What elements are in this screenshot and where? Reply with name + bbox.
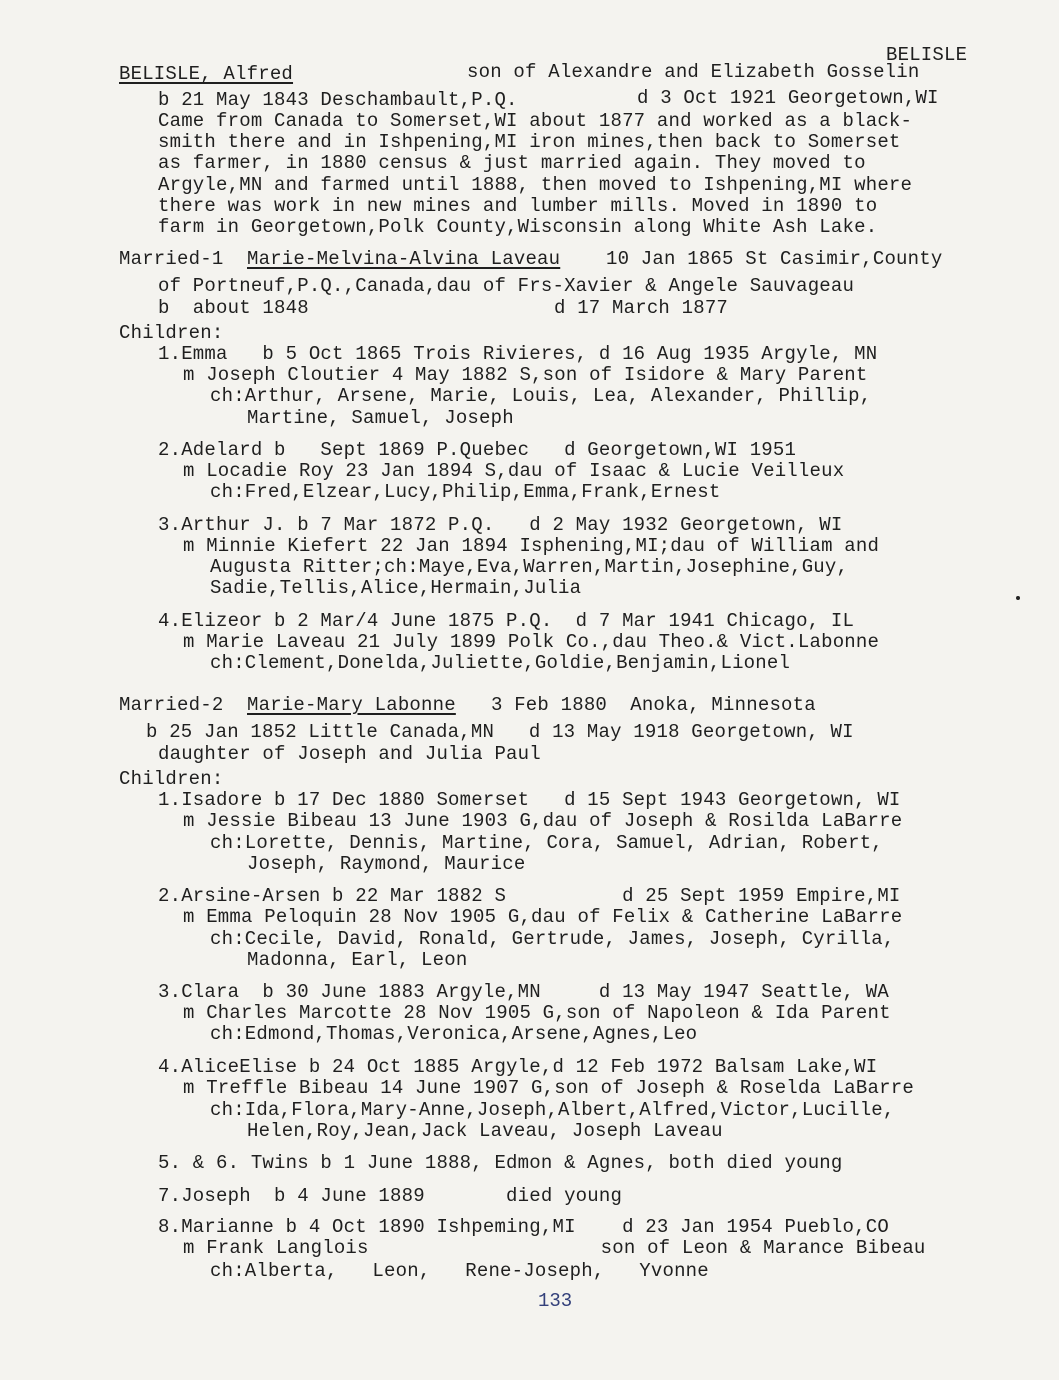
- child-line: ch:Ida,Flora,Mary-Anne,Joseph,Albert,Alfred,Victor,Lucille,: [210, 1099, 895, 1121]
- child-line: ch:Alberta, Leon, Rene-Joseph, Yvonne: [210, 1260, 709, 1282]
- subject-name: BELISLE, Alfred: [119, 63, 294, 85]
- marriage1-details: 10 Jan 1865 St Casimir,County: [606, 248, 943, 270]
- page-number: 133: [538, 1290, 573, 1312]
- children-label: Children:: [119, 768, 224, 790]
- marriage1-death: d 17 March 1877: [554, 297, 729, 319]
- child-line: ch:Edmond,Thomas,Veronica,Arsene,Agnes,Leo: [210, 1023, 698, 1045]
- child-line: 4.AliceElise b 24 Oct 1885 Argyle,d 12 Feb 1972 Balsam Lake,WI: [158, 1056, 878, 1078]
- child-line: 1.Emma b 5 Oct 1865 Trois Rivieres, d 16 Aug 1935 Argyle, MN: [158, 343, 878, 365]
- marriage2-details: 3 Feb 1880 Anoka, Minnesota: [491, 694, 816, 716]
- subject-parents: son of Alexandre and Elizabeth Gosselin: [467, 61, 920, 83]
- child-line: m Emma Peloquin 28 Nov 1905 G,dau of Felix & Catherine LaBarre: [183, 906, 903, 928]
- bio-line: as farmer, in 1880 census & just married again. They moved to: [158, 152, 866, 174]
- marriage2-spouse: Marie-Mary Labonne: [247, 694, 456, 716]
- marriage1-spouse: Marie-Melvina-Alvina Laveau: [247, 248, 561, 270]
- marriage1-prefix: Married-1: [119, 248, 224, 270]
- child-line: 3.Clara b 30 June 1883 Argyle,MN d 13 May 1947 Seattle, WA: [158, 981, 889, 1003]
- bio-line: there was work in new mines and lumber mills. Moved in 1890 to: [158, 195, 878, 217]
- child-line: Helen,Roy,Jean,Jack Laveau, Joseph Laveau: [247, 1120, 723, 1142]
- child-line: Sadie,Tellis,Alice,Hermain,Julia: [210, 577, 582, 599]
- marriage2-parents: daughter of Joseph and Julia Paul: [158, 743, 541, 765]
- child-line: m Marie Laveau 21 July 1899 Polk Co.,dau Theo.& Vict.Labonne: [183, 631, 880, 653]
- child-line: 5. & 6. Twins b 1 June 1888, Edmon & Agnes, both died young: [158, 1152, 843, 1174]
- marriage2-birth-line: b 25 Jan 1852 Little Canada,MN d 13 May 1918 Georgetown, WI: [146, 721, 854, 743]
- child-line: ch:Arthur, Arsene, Marie, Louis, Lea, Alexander, Phillip,: [210, 385, 872, 407]
- child-line: ch:Fred,Elzear,Lucy,Philip,Emma,Frank,Ernest: [210, 481, 721, 503]
- child-line: Madonna, Earl, Leon: [247, 949, 468, 971]
- child-line: m Locadie Roy 23 Jan 1894 S,dau of Isaac & Lucie Veilleux: [183, 460, 845, 482]
- marriage1-origin: of Portneuf,P.Q.,Canada,dau of Frs-Xavier & Angele Sauvageau: [158, 275, 855, 297]
- ink-speck: [1016, 596, 1020, 600]
- child-line: 4.Elizeor b 2 Mar/4 June 1875 P.Q. d 7 Mar 1941 Chicago, IL: [158, 610, 855, 632]
- child-line: m Treffle Bibeau 14 June 1907 G,son of Joseph & Roselda LaBarre: [183, 1077, 914, 1099]
- child-line: ch:Lorette, Dennis, Martine, Cora, Samuel, Adrian, Robert,: [210, 832, 883, 854]
- marriage1-birth: b about 1848: [158, 297, 309, 319]
- subject-death: d 3 Oct 1921 Georgetown,WI: [637, 87, 939, 109]
- bio-line: Argyle,MN and farmed until 1888, then moved to Ishpening,MI where: [158, 174, 913, 196]
- child-line: m Jessie Bibeau 13 June 1903 G,dau of Joseph & Rosilda LaBarre: [183, 810, 903, 832]
- child-line: m Charles Marcotte 28 Nov 1905 G,son of Napoleon & Ida Parent: [183, 1002, 891, 1024]
- child-line: 2.Adelard b Sept 1869 P.Quebec d Georgetown,WI 1951: [158, 439, 797, 461]
- marriage2-prefix: Married-2: [119, 694, 224, 716]
- child-line: 2.Arsine-Arsen b 22 Mar 1882 S d 25 Sept 1959 Empire,MI: [158, 885, 901, 907]
- bio-line: farm in Georgetown,Polk County,Wisconsin along White Ash Lake.: [158, 216, 878, 238]
- bio-line: smith there and in Ishpening,MI iron mines,then back to Somerset: [158, 131, 901, 153]
- child-line: 1.Isadore b 17 Dec 1880 Somerset d 15 Sept 1943 Georgetown, WI: [158, 789, 901, 811]
- child-line: Augusta Ritter;ch:Maye,Eva,Warren,Martin,Josephine,Guy,: [210, 556, 849, 578]
- children-label: Children:: [119, 322, 224, 344]
- subject-birth: b 21 May 1843 Deschambault,P.Q.: [158, 89, 518, 111]
- bio-line: Came from Canada to Somerset,WI about 1877 and worked as a black-: [158, 110, 913, 132]
- child-line: m Minnie Kiefert 22 Jan 1894 Isphening,MI;dau of William and: [183, 535, 880, 557]
- child-line: m Frank Langlois son of Leon & Marance Bibeau: [183, 1237, 926, 1259]
- child-line: m Joseph Cloutier 4 May 1882 S,son of Isidore & Mary Parent: [183, 364, 868, 386]
- child-line: ch:Cecile, David, Ronald, Gertrude, James, Joseph, Cyrilla,: [210, 928, 895, 950]
- child-line: 7.Joseph b 4 June 1889 died young: [158, 1185, 623, 1207]
- child-line: Joseph, Raymond, Maurice: [247, 853, 526, 875]
- child-line: Martine, Samuel, Joseph: [247, 407, 514, 429]
- child-line: 3.Arthur J. b 7 Mar 1872 P.Q. d 2 May 1932 Georgetown, WI: [158, 514, 843, 536]
- child-line: 8.Marianne b 4 Oct 1890 Ishpeming,MI d 23 Jan 1954 Pueblo,CO: [158, 1216, 889, 1238]
- running-head: BELISLE: [886, 44, 968, 66]
- child-line: ch:Clement,Donelda,Juliette,Goldie,Benjamin,Lionel: [210, 652, 791, 674]
